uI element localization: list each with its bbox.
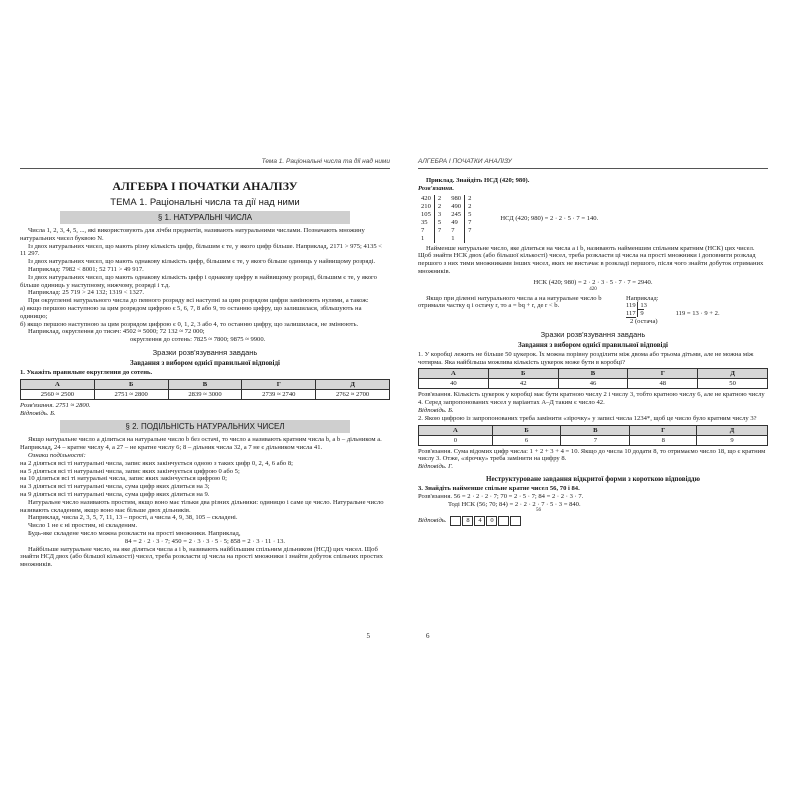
- paragraph: б) якщо першою наступною за цим розрядом цифрою є 0, 1, 2, 3 або 4, то останню цифру, що залишилася, не змінюють.: [20, 320, 359, 328]
- fac-cell: 7: [468, 218, 472, 226]
- fac-cell: 1: [418, 235, 434, 243]
- paragraph: на 2 діляться всі ті натуральні числа, запис яких закінчується одною з таких цифр 0, 2, 4, 6 або 8;: [20, 459, 294, 467]
- nsk-line: [418, 279, 768, 292]
- paragraph: Наприклад, числа 2, 3, 5, 7, 11, 13 – прості, а числа 4, 9, 38, 105 – складені.: [28, 514, 238, 522]
- remainder: 2 (остача): [630, 317, 658, 325]
- fac-cell: 2: [468, 194, 472, 202]
- left-running-head: Тема 1. Раціональні числа та дії над ними: [261, 158, 390, 165]
- paragraph: а) якщо першою наступною за цим розрядом цифрою є 5, 6, 7, 8 або 9, то останню цифру, що залишилася, збільшують на одиницю;: [20, 304, 362, 320]
- table-cell: Д: [316, 379, 390, 389]
- paragraph: Наприклад, округлення до тисяч: 4502 ≈ 5000; 72 132 ≈ 72 000;: [28, 328, 205, 336]
- factorization-980: [448, 195, 474, 243]
- table-cell: 46: [558, 379, 628, 389]
- solution: Розв'язання. 2751 ≈ 2800.: [20, 401, 91, 409]
- table-cell: Г: [628, 369, 698, 379]
- paragraph: Із двох натуральних чисел, що мають однакову кількість цифр, більшим є те, у якого більше одиниць у найвищому розряді.: [28, 258, 376, 266]
- table-cell: 2762 ≈ 2700: [316, 389, 390, 399]
- division-result: 119 = 13 · 9 + 2.: [675, 310, 720, 318]
- table-cell: 9: [697, 435, 768, 445]
- example-label: Наприклад:: [626, 294, 659, 302]
- division-block: [418, 295, 768, 326]
- table-cell: А: [21, 379, 95, 389]
- fac-cell: 35: [418, 219, 434, 227]
- fac-cell: 7: [437, 226, 442, 234]
- solution: Розв'язання. 56 = 2 · 2 · 2 · 7; 70 = 2 · 5 · 7; 84 = 2 · 2 · 3 · 7.: [418, 492, 584, 500]
- factorization-block: [418, 195, 768, 243]
- paragraph: на 10 діляться всі ті натуральні числа, запис яких закінчується цифрою 0;: [20, 475, 227, 483]
- paragraph: Якщо при діленні натурального числа a на натуральне число b отримали частку q і остачу r, то a = bq + r, де r < b.: [418, 294, 602, 310]
- right-running-head: АЛГЕБРА І ПОЧАТКИ АНАЛІЗУ: [418, 158, 512, 165]
- question-1: 1. Укажіть правильне округлення до сотень.: [20, 368, 153, 376]
- fac-cell: [465, 235, 475, 243]
- tasks-heading: Завдання з вибором однієї правильної відповіді: [130, 358, 280, 367]
- answer: Відповідь. Б.: [418, 406, 454, 414]
- topic-title: ТЕМА 1. Раціональні числа та дії над ними: [110, 197, 300, 208]
- fac-cell: 105: [418, 211, 434, 219]
- fac-cell: 3: [437, 210, 442, 218]
- fac-cell: 210: [418, 203, 434, 211]
- nsk-subscript: 420: [589, 286, 597, 292]
- nsk-result: НСК (420; 980) = 2 · 2 · 3 · 5 · 7 · 7 = 2940.: [533, 278, 653, 286]
- right-page: [418, 150, 768, 640]
- fac-cell: 5: [468, 210, 472, 218]
- answer-label: Відповідь.: [418, 517, 447, 525]
- answer-box: 8: [462, 516, 473, 526]
- division-row: [626, 310, 658, 318]
- page-number: 6: [426, 632, 430, 640]
- dividend: 119: [626, 302, 636, 310]
- paragraph: Натуральне число називають простим, якщо воно має тільки два різних дільники: одиницю і саме це число. Натуральне число називають складеним, якщо воно має більше двох дільників.: [20, 498, 384, 514]
- table-cell: 2751 ≈ 2800: [94, 389, 168, 399]
- table-cell: Г: [242, 379, 316, 389]
- fac-cell: 420: [418, 195, 434, 203]
- question-2: 2. Якою цифрою із запропонованих треба замінити «зірочку» у записі числа 1234*, щоб це число було кратним числу 3?: [418, 414, 757, 422]
- paragraph: Із двох натуральних чисел, що мають однакову кількість цифр і однакову цифру в найвищому розряді, більшим є те, у якого більше одиниць у наступному, нижчому, розряді і т.д.: [20, 273, 377, 289]
- division-example: [626, 295, 720, 326]
- solution-label: Розв'язання.: [418, 184, 454, 192]
- tasks-heading: Завдання з вибором однієї правильної відповіді: [518, 340, 668, 349]
- table-cell: 6: [492, 435, 561, 445]
- open-tasks-heading: Неструктуроване завдання відкритої форми з короткою відповіддю: [486, 474, 700, 483]
- nsd-result: НСД (420; 980) = 2 · 2 · 5 · 7 = 140.: [500, 214, 599, 222]
- answer-table-1: [418, 368, 768, 389]
- fac-cell: 5: [437, 218, 442, 226]
- answer-table-2: [418, 425, 768, 446]
- paragraph: Найменше натуральне число, яке ділиться на числа a і b, називають найменшим спільним кратним (НСК) цих чисел. Щоб знайти НСК двох (або більшої кількості) чисел, треба розкласти ці числа на прості множники і доповнити розклад першого з них тими множниками інших чисел, яких не вистачає в розкладі першого, після чого знайти добуток отриманих множників.: [418, 244, 764, 275]
- samples-heading: Зразки розв'язування завдань: [152, 347, 258, 357]
- table-cell: А: [419, 425, 493, 435]
- fac-cell: 1: [448, 235, 464, 243]
- right-header-rule: [418, 168, 768, 169]
- paragraph: Із двох натуральних чисел, що мають різну кількість цифр, більшим є те, у якого цифр більше. Наприклад, 2171 > 975; 4135 < 11 297.: [20, 242, 383, 258]
- fac-cell: 2: [468, 202, 472, 210]
- table-cell: В: [558, 369, 628, 379]
- divisor: 13: [637, 302, 647, 309]
- fac-cell: 2: [437, 202, 442, 210]
- fac-cell: 980: [448, 195, 464, 203]
- quotient: 9: [637, 309, 643, 317]
- fac-cell: 49: [448, 219, 464, 227]
- fac-cell: 490: [448, 203, 464, 211]
- table-cell: Д: [697, 425, 768, 435]
- book-title: АЛГЕБРА І ПОЧАТКИ АНАЛІЗУ: [112, 179, 298, 193]
- paragraph: Будь-яке складене число можна розкласти на прості множники. Наприклад,: [28, 529, 241, 537]
- subtrahend: 117: [626, 310, 636, 318]
- paragraph: Ознаки подільності:: [28, 451, 86, 459]
- table-cell: 48: [628, 379, 698, 389]
- fac-cell: [434, 235, 444, 243]
- left-header-rule: [20, 168, 390, 169]
- question-3: 3. Знайдіть найменше спільне кратне чисел 56, 70 і 84.: [418, 484, 580, 492]
- table-cell: 8: [630, 435, 697, 445]
- fac-cell: 245: [448, 211, 464, 219]
- paragraph: Наприклад: 7982 < 8001; 52 711 > 49 917.: [28, 265, 144, 273]
- table-cell: Д: [698, 369, 768, 379]
- answer: Відповідь. Г.: [418, 463, 454, 471]
- table-cell: 50: [698, 379, 768, 389]
- paragraph: Числа 1, 2, 3, 4, 5, ..., які використовують для лічби предметів, називають натуральними числами. Позначають множину натуральних чисел буквою N.: [20, 227, 365, 242]
- answer-box: 4: [474, 516, 485, 526]
- answer-table-1: [20, 379, 390, 400]
- table-cell: Б: [94, 379, 168, 389]
- question-1: 1. У коробці лежить не більше 50 цукерок. Їх можна порівну розділити між двома або трьома дітьми, але не можна між чотирма. Яка найбільша можлива кількість цукерок може бути в коробці?: [418, 350, 754, 366]
- paragraph: на 3 діляться всі ті натуральні числа, сума цифр яких ділиться на 3;: [20, 483, 210, 491]
- fac-cell: 7: [468, 226, 472, 234]
- paragraph: Якщо натуральне число a ділиться на натуральне число b без остачі, то число a називають кратним числа b, а b – дільником a. Наприклад, 24 – кратне числу 4, а 27 – не кратне числу 6; 8 – дільник числа 32, а 7 не є дільником числа 41.: [20, 436, 382, 452]
- paragraph: округлення до сотень: 7825 ≈ 7800; 9875 ≈ 9900.: [130, 336, 266, 344]
- page-number: 5: [366, 632, 370, 640]
- table-cell: 2839 ≈ 3000: [168, 389, 242, 399]
- table-cell: Б: [488, 369, 558, 379]
- answer: Відповідь. Б.: [20, 409, 56, 417]
- answer-box: [450, 516, 461, 526]
- paragraph: 84 = 2 · 2 · 3 · 7; 450 = 2 · 3 · 3 · 5 · 5; 858 = 2 · 3 · 11 · 13.: [124, 537, 286, 545]
- paragraph: Наприклад: 25 719 > 24 132; 1319 < 1327.: [28, 289, 145, 297]
- table-cell: Г: [630, 425, 697, 435]
- section-1-heading: § 1. НАТУРАЛЬНІ ЧИСЛА: [60, 211, 350, 224]
- answer-grid-row: [418, 516, 768, 526]
- table-cell: 0: [419, 435, 493, 445]
- factorization-420: [418, 195, 444, 243]
- solution: Розв'язання. Кількість цукерок у коробці має бути кратною числу 2 і числу 3, тобто кратною числу 6, але не кратною числу 4. Серед запропонованих чисел у варіантах А–Д таким є число 42.: [418, 391, 765, 407]
- paragraph: При округленні натурального числа до певного розряду всі наступні за цим розрядом цифри замінюють нулями, а також:: [28, 297, 369, 305]
- table-cell: 42: [488, 379, 558, 389]
- table-cell: В: [561, 425, 630, 435]
- table-cell: 7: [561, 435, 630, 445]
- example: Приклад. Знайдіть НСД (420; 980).: [426, 177, 530, 184]
- solution: Тоді НСК (56; 70; 84) = 2 · 2 · 2 · 7 · 5 · 3 = 840.: [448, 500, 581, 508]
- answer-box: [498, 516, 509, 526]
- fac-cell: 7: [418, 227, 434, 235]
- table-cell: В: [168, 379, 242, 389]
- long-division: [626, 302, 720, 325]
- fac-cell: 2: [437, 194, 442, 202]
- long-division-steps: [626, 302, 658, 325]
- table-cell: 2560 ≈ 2500: [21, 389, 95, 399]
- section-2-heading: § 2. ПОДІЛЬНІСТЬ НАТУРАЛЬНИХ ЧИСЕЛ: [60, 420, 350, 433]
- fac-cell: 7: [448, 227, 464, 235]
- paragraph: на 5 діляться всі ті натуральні числа, запис яких закінчується цифрою 0 або 5;: [20, 467, 240, 475]
- left-page: [20, 150, 390, 640]
- paragraph: Найбільше натуральне число, на яке діляться числа a і b, називають найбільшим спільним дільником (НСД) цих чисел. Щоб знайти НСД двох (або більшої кількості) чисел, треба розкласти ці числа на прості множники і знайти добуток спільних простих множників.: [20, 545, 383, 569]
- solution: Розв'язання. Сума відомих цифр числа: 1 + 2 + 3 + 4 = 10. Якщо до числа 10 додати 8, то отримаємо число 18, що є кратним числу 3. Отже, «зірочку» треба замінити на цифру 8.: [418, 447, 766, 463]
- table-cell: Б: [492, 425, 561, 435]
- table-cell: 40: [419, 379, 489, 389]
- paragraph: на 9 діляться всі ті натуральні числа, сума цифр яких ділиться на 9.: [20, 490, 210, 498]
- table-cell: 2739 ≈ 2740: [242, 389, 316, 399]
- samples-heading: Зразки розв'язування завдань: [540, 329, 646, 339]
- nsk-subscript: 56: [536, 508, 541, 514]
- paragraph: Число 1 не є ні простим, ні складеним.: [28, 522, 138, 530]
- table-cell: А: [419, 369, 489, 379]
- answer-box: [510, 516, 521, 526]
- answer-box: 0: [486, 516, 497, 526]
